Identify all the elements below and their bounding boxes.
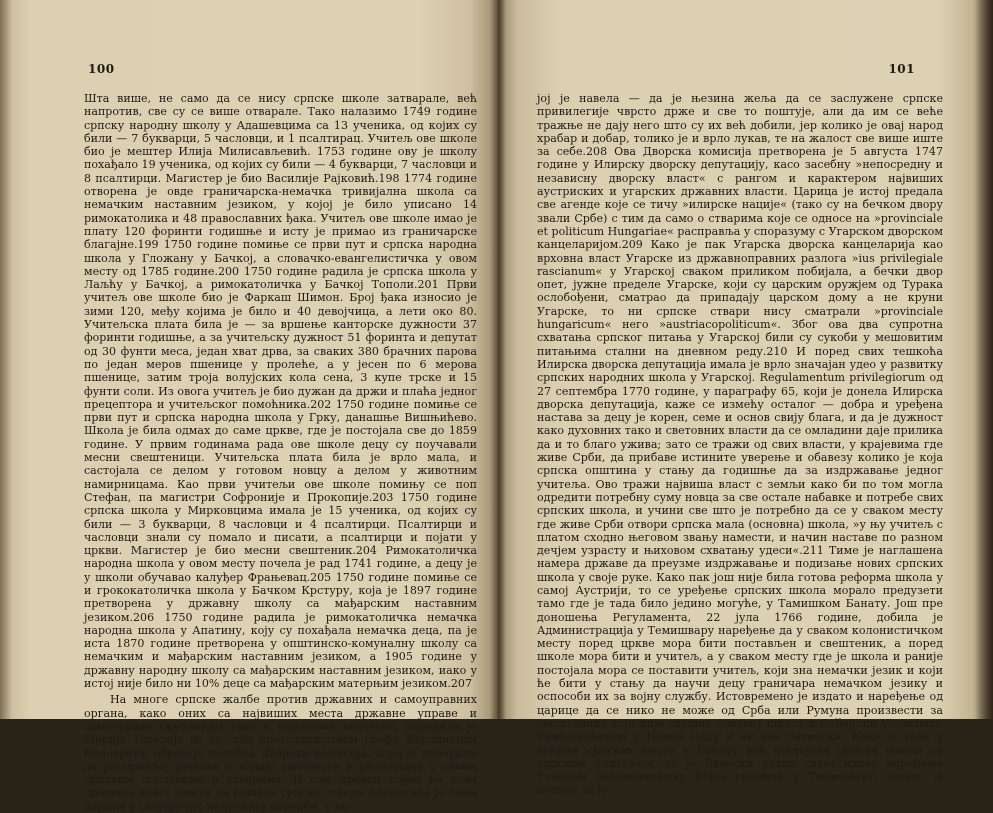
left-page-number: 100: [88, 62, 115, 76]
paragraph: јој је навела — да је њезина жеља да се заслужене српске привилегије чврсто држе и све то поштује, али да им се веће тражње не дају него што су их већ добили, јер колико је овај народ храбар и добар, толико је и врло лукав, те на жалост све више иште за себе.208 Ова Дворска комисија претворена је 5 августа 1747 године у Илирску дворску депутацију, касо засебну »непосредну и независну дворску власт« с рангом и карактером највиших аустриских и угарских државних власти. Царица је истој предала све агенде које се тичу »илирске нације« (тако су на бечком двору звали Србе) с тим да само о стварима које се односе на »provinciale et politicum Hungariae« расправља у споразуму с Угарском дворском канцеларијом.209 Како је пак Угарска дворска канцеларија као врховна власт Угарске из државноправних разлога »ius privilegiale rascianum« у Угарској сваком приликом побијала, а бечки двор опет, јужне пределе Угарске, који су царским оружјем од Турака ослобођени, сматрао да припадају царском дому а не круни Угарске, то ни српске ствари нису сматрали »provinciale hungaricum« него »austriacopoliticum«. Због ова два супротна схватања српског питања у Угарској били су сукоби у мешовитим питањима стални на дневном реду.210 И поред свих тешкоћа Илирска дворска депутација имала је врло значајан удео у развитку српских народних школа у Угарској. Regulamentum privilegiorum од 27 септембра 1770 године, у параграфу 65, који је донела Илирска дворска депутација, каже се измећу осталог — добра и уређена настава за децу је корен, семе и основ свију блага, и да је дужност како духовних тако и световних власти да се омладини даје прилика да и то благо ужива; зато се тражи од свих власти, у крајевима где живе Срби, да прибаве истините уверење и обавезу колико је која српска општина у стању да годишње да за издржавање једног учитеља. Ово тражи највиша власт с земљи како би по том могла одредити потребну суму новца за све остале набавке и потребе свих српских школа, и учини све што је потребно да се у сваком месту где живе Срби отвори српска мала (основна) школа, »у њу учитељ с платом сходно његовом звању намести, и начин наставе по разном дечјем узрасту и њиховом схватању удеси«.211 Тиме је наглашена намера државе да преузме издржавање и подизање нових српских школа у своје руке. Како пак још није била готова реформа школа у самој Аустрији, то се уређење српских школа морало предузети тамо где је тада било једино могуће, у Тамишком Банату. Још пре доношења Регуламента, 22 јула 1766 године, добила је Администрација у Темишвару наређење да у сваком колонистичком месту поред цркве мора бити постављен и свештеник, а поред школе мора бити и учитељ, а у сваком месту где је школа и раније постојала мора се поставити учитељ, који зна немачки језик и који ће бити у стању да научи децу граничара немачком језику и оспособи их за војну службу. Истовремено је издато и наређење од царице да се нико не може од Срба или Румуна произвести за свештеника који није свршио основну школу и Collegium Vissarionо-Pawlovicsianum у Новом Саду и не зна латински. Како је тада у већини српских места у Банату већ постојала српска школа са српским учитељем, то је Дворски ратни савет издао наређење Главном заповедништву Војне границе у Темишвару, пошто је дознао да је: [537, 92, 943, 797]
left-page-text: [84, 92, 477, 813]
page-edge-shadow: [975, 0, 993, 719]
paragraph: На многе српске жалбе против државних и самоуправних органа, како оних са највиших места државне управе и самоуправе (жупанија) тако и појединих властеле, одредила је Марија Терезија да се, под претседништвом грофа Фердинанда Коловрата, образује посебна Дворска комисија, којој је поверила да расправља, решава и издаје заповести и резолуције у свима српским пословима и стварима. И сам правац којим ће нова државна власт имати да решава српске ствари прописала је сама царица у својеручно написаној наредби, у ко-: [84, 693, 477, 813]
right-page-number: 101: [888, 62, 915, 76]
right-page-text: [537, 92, 943, 797]
paragraph: Шта више, не само да се нису српске школе затварале, већ напротив, све су се више отварале. Тако налазимо 1749 године српску народну школу у Адашевцима са 13 ученика, од којих су били — 7 букварци, 5 часловци, и 1 псалтирац. Учитељ ове школе био је мештер Илија Милисављевић. 1753 године ову је школу похађало 19 ученика, од којих су били — 4 букварци, 7 часловци и 8 псалтирци. Магистер је био Василије Рајковић.198 1774 године отворена је овде граничарска-немачка тривијална школа са немачким наставним језиком, у којој је било уписано 14 римокатолика и 48 православних ђака. Учитељ ове школе имао је плату 120 форинти годишње и исту је примао из граничарске благајне.199 1750 године помиње се први пут и српска народна школа у Гложану у Бачкој, а словачко-евангелистичка у овом месту од 1785 године.200 1750 године радила је српска школа у Лаљћу у Бачкој, а римокатоличка у Бачкој Тополи.201 Први учитељ ове школе био је Фаркаш Шимон. Број ђака износио је зими 120, међу којима је било и 40 девојчица, а лети око 80. Учитељска плата била је — за вршење канторске дужности 37 форинти годишње, а за учитељску дужност 51 форинта и депутат од 30 фунти меса, један хват дрва, за сваких 380 брачних парова по један меров пшенице у пролеће, а у јесен по 6 мерова пшенице, затим троја волујских кола сена, 3 купе трске и 15 фунти соли. Из овога учитељ је био дужан да држи и плаћа једног прецептора и учитељског помоћника.202 1750 године помиње се први пут и српска народна школа у Грку, данашње Вишњићево. Школа је била одмах до саме цркве, где је постојала све до 1859 године. У првим годинама рада ове школе децу су поучавали месни свештеници. Учитељска плата била је врло мала, и састојала се делом у готовом новцу а делом у животним намирницама. Као први учитељи ове школе помињу се поп Стефан, па магистри Софроније и Прокопије.203 1750 године српска школа у Мирковцима имала је 15 ученика, од којих су били — 3 букварци, 8 часловци и 4 псалтирци. Псалтирци и часловци знали су помало и писати, а псалтирци и појати у цркви. Магистер је био месни свештеник.204 Римокатоличка народна школа у овом месту почела је рад 1741 године, а децу је у школи обучавао калуђер Фрањевац.205 1750 године помиње се и грококатоличка школа у Бачком Крстуру, која је 1897 године претворена у државну школу са мађарским наставним језиком.206 1750 године радила је римокатоличка немачка народна школа у Апатину, коју су похађала немачка деца, па је иста 1870 године претворена у општинско-комуналну школу са немачким и мађарским наставним језиком, а 1905 године у државну народну школу са мађарским наставним језиком, иако у истој није било ни 10% деце са мађарским матерњим језиком.207: [84, 92, 477, 691]
right-page: [497, 0, 993, 797]
